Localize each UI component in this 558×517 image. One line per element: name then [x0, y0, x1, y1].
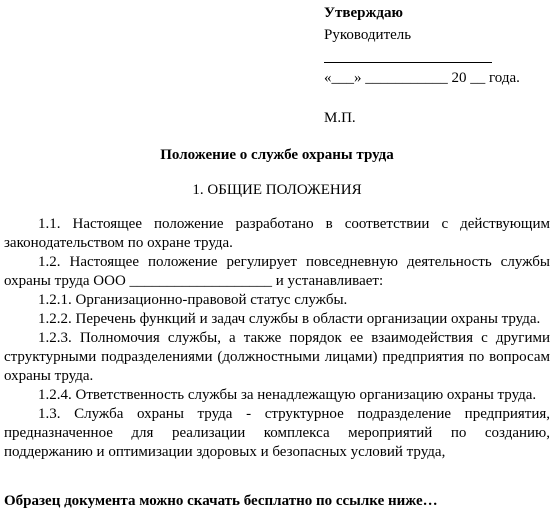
download-note: Образец документа можно скачать бесплатно по ссылке ниже… — [4, 493, 438, 509]
signature-line — [324, 62, 492, 63]
approval-heading: Утверждаю — [324, 5, 403, 21]
stamp-placeholder: М.П. — [324, 110, 356, 126]
paragraph-1-2-2: 1.2.2. Перечень функций и задач службы в области организации охраны труда. — [38, 311, 541, 327]
paragraph-1-2-3: 1.2.3. Полномочия службы, а также порядок ее взаимодействия с другими структурными подразделениями (должностными лицами) предприятия по вопросам охраны труда. — [4, 330, 550, 384]
document-title: Положение о службе охраны труда — [160, 147, 394, 163]
paragraph-1-2-4: 1.2.4. Ответственность службы за ненадлежащую организацию охраны труда. — [38, 387, 537, 403]
section-title: 1. ОБЩИЕ ПОЛОЖЕНИЯ — [192, 182, 362, 198]
paragraph-1-2: 1.2. Настоящее положение регулирует повседневную деятельность службы охраны труда ООО ___________________ и устанавливает: — [4, 254, 550, 289]
paragraph-1-3: 1.3. Служба охраны труда - структурное подразделение предприятия, предназначенное для реализации комплекса мероприятий по созданию, поддержанию и оптимизации здоровых и безопасных условий труда, — [4, 406, 550, 460]
paragraph-1-1: 1.1. Настоящее положение разработано в соответствии с действующим законодательством по охране труда. — [4, 216, 550, 251]
approval-position: Руководитель — [324, 27, 412, 43]
paragraph-1-2-1: 1.2.1. Организационно-правовой статус службы. — [38, 292, 348, 308]
approval-date-line: «___» ___________ 20 __ года. — [324, 70, 520, 86]
document-body — [4, 215, 550, 462]
